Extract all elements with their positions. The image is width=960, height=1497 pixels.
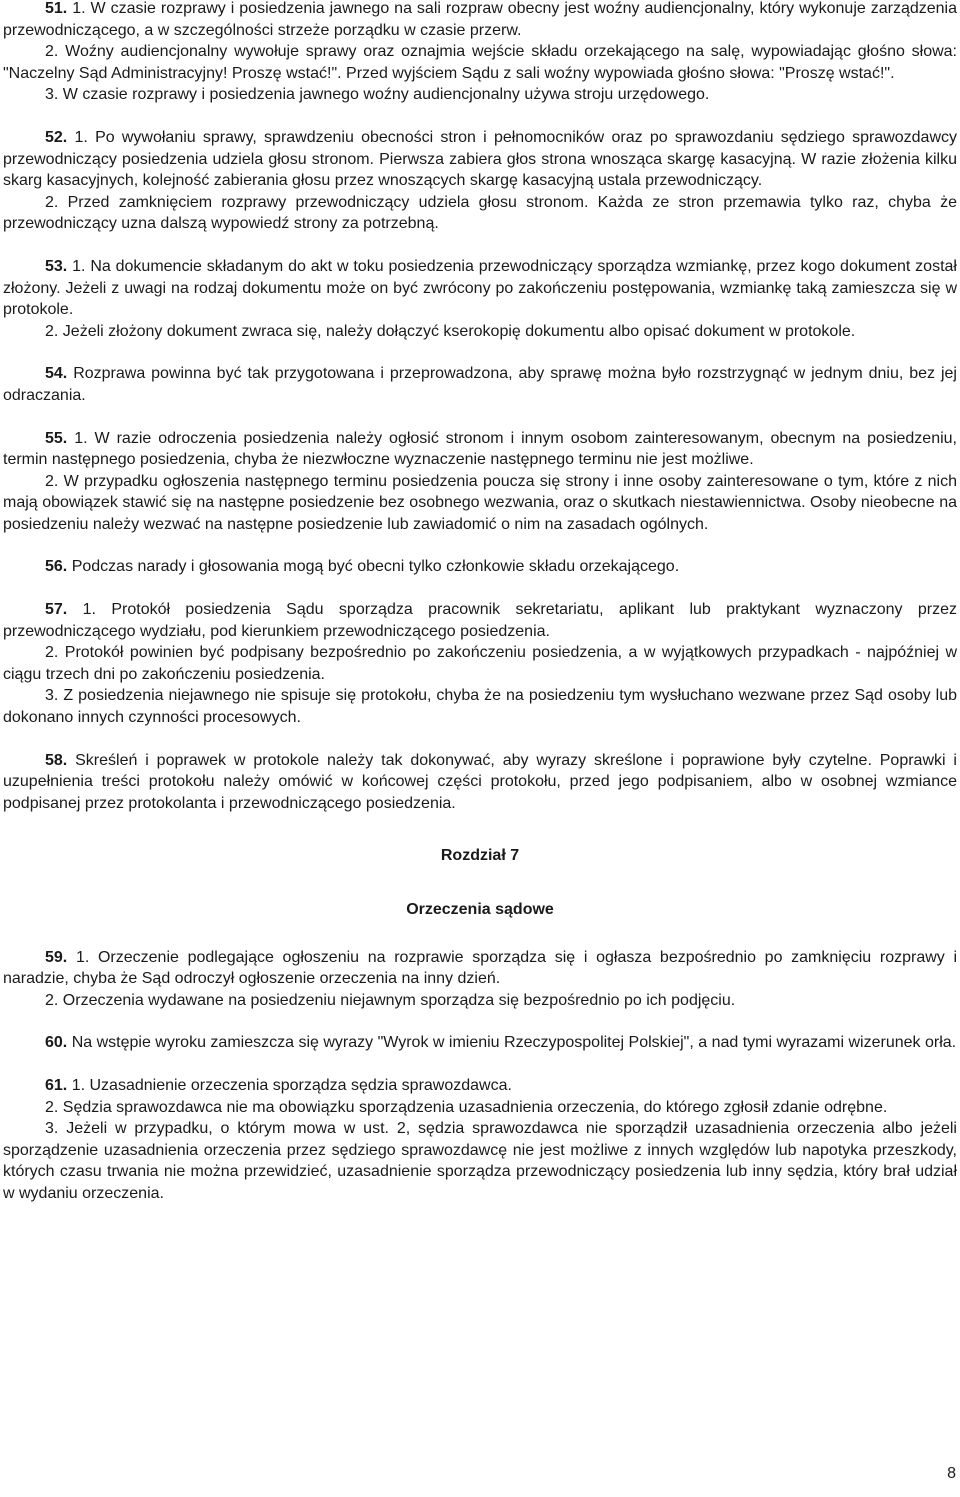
section-number: 54.: [45, 365, 68, 383]
point-number: 1.: [72, 0, 86, 17]
paragraph-52-2: [3, 192, 957, 235]
paragraph-text: Przed zamknięciem rozprawy przewodniczący udziela głosu stronom. Każda ze stron przemawia tylko raz, chyba że przewodniczący uzna dalszą wypowiedź strony za potrzebną.: [3, 193, 957, 233]
paragraph-text: Uzasadnienie orzeczenia sporządza sędzia sprawozdawca.: [89, 1076, 512, 1094]
paragraph-51-2: [3, 41, 957, 84]
paragraph-56: [3, 556, 957, 578]
paragraph-text: Orzeczenia wydawane na posiedzeniu niejawnym sporządza się bezpośrednio po ich podjęciu.: [62, 991, 736, 1009]
paragraph-text: Orzeczenie podlegające ogłoszeniu na rozprawie sporządza się i ogłasza bezpośrednio po zamknięciu rozprawy i naradzie, chyba że Sąd odroczył ogłoszenie orzeczenia na inny dzień.: [3, 948, 958, 988]
paragraph-text: Jeżeli złożony dokument zwraca się, należy dołączyć kserokopię dokumentu albo opisać dokument w protokole.: [62, 322, 856, 340]
paragraph-54: [3, 363, 957, 406]
paragraph-text: Protokół posiedzenia Sądu sporządza pracownik sekretariatu, aplikant lub praktykant wyznaczony przez przewodniczącego wydziału, pod kierunkiem przewodniczącego posiedzenia.: [3, 601, 957, 640]
paragraph-61-2: [3, 1097, 957, 1119]
point-number: 3.: [45, 86, 59, 104]
point-number: 2.: [45, 43, 59, 61]
point-number: 3.: [45, 1120, 59, 1138]
section-number: 60.: [45, 1034, 68, 1052]
document-page: [3, 0, 957, 1205]
section-number: 55.: [45, 429, 68, 447]
paragraph-53-1: [3, 256, 957, 321]
paragraph-59-2: [3, 990, 957, 1012]
point-number: 1.: [74, 429, 88, 447]
point-number: 1.: [72, 257, 86, 275]
point-number: 2.: [45, 472, 59, 490]
paragraph-text: Po wywołaniu sprawy, sprawdzeniu obecności stron i pełnomocników oraz po sprawozdaniu sędziego sprawozdawcy przewodniczący posiedzenia udziela głosu stronom. Pierwsza zabiera głos strona wnosząca skargę kasacyjną. W razie złożenia kilku skarg kasacyjnych, kolejność zabierania głosu przez wnoszących skargę kasacyjną ustala przewodniczący.: [3, 128, 957, 190]
point-number: 2.: [45, 644, 59, 662]
chapter-subtitle: Orzeczenia sądowe: [406, 901, 554, 918]
section-number: 51.: [45, 0, 68, 17]
point-number: 2.: [45, 1098, 59, 1116]
paragraph-text: Z posiedzenia niejawnego nie spisuje się protokołu, chyba że na posiedzeniu tym wysłuchano wezwane przez Sąd osoby lub dokonano innych czynności procesowych.: [3, 687, 957, 727]
point-number: 1.: [71, 1076, 86, 1094]
section-number: 59.: [45, 948, 68, 966]
point-number: 1.: [82, 601, 96, 619]
paragraph-51-3: [3, 84, 957, 106]
paragraph-text: Na wstępie wyroku zamieszcza się wyrazy "Wyrok w imieniu Rzeczypospolitej Polskiej", a nad tymi wyrazami wizerunek orła.: [71, 1034, 957, 1052]
paragraph-58: [3, 750, 957, 815]
paragraph-text: W razie odroczenia posiedzenia należy ogłosić stronom i innym osobom zainteresowanym, obecnym na posiedzeniu, termin następnego posiedzenia, chyba że niezwłoczne wyznaczenie następnego terminu nie jest możliwe.: [3, 429, 957, 469]
paragraph-59-1: [3, 947, 957, 990]
paragraph-text: W czasie rozprawy i posiedzenia jawnego na sali rozpraw obecny jest woźny audiencjonalny, który wykonuje zarządzenia przewodniczącego, a w szczególności strzeże porządku w czasie przerw.: [3, 0, 958, 39]
point-number: 2.: [45, 322, 59, 340]
paragraph-57-1: [3, 599, 957, 642]
paragraph-55-2: [3, 471, 957, 536]
section-number: 52.: [45, 128, 68, 146]
paragraph-text: Jeżeli w przypadku, o którym mowa w ust. 2, sędzia sprawozdawca nie sporządził uzasadnienia orzeczenia albo jeżeli sporządzenie uzasadnienia orzeczenia przez sędziego sprawozdawcę nie jest możliwe z innych względów lub napotyka przeszkody, których czasu trwania nie można przewidzieć, uzasadnienie sporządza przewodniczący posiedzenia lub inny sędzia, który brał udział w wydaniu orzeczenia.: [3, 1120, 957, 1202]
paragraph-text: Sędzia sprawozdawca nie ma obowiązku sporządzenia uzasadnienia orzeczenia, do którego zgłosił zdanie odrębne.: [62, 1098, 888, 1116]
point-number: 2.: [45, 193, 59, 211]
paragraph-text: Na dokumencie składanym do akt w toku posiedzenia przewodniczący sporządza wzmiankę, przez kogo dokument został złożony. Jeżeli z uwagi na rodzaj dokumentu może on być zwrócony po zakończeniu postępowania, wzmiankę taką zamieszcza się w protokole.: [3, 257, 957, 319]
point-number: 3.: [45, 687, 59, 705]
section-number: 57.: [45, 601, 68, 619]
paragraph-text: Rozprawa powinna być tak przygotowana i przeprowadzona, aby sprawę można było rozstrzygnąć w jednym dniu, bez jej odraczania.: [3, 365, 957, 404]
section-number: 53.: [45, 257, 68, 275]
paragraph-text: W czasie rozprawy i posiedzenia jawnego woźny audiencjonalny używa stroju urzędowego.: [62, 86, 710, 104]
section-number: 58.: [45, 751, 68, 769]
point-number: 2.: [45, 991, 59, 1009]
paragraph-61-3: [3, 1118, 957, 1204]
page-number: 8: [947, 1465, 956, 1482]
section-number: 56.: [45, 558, 68, 576]
paragraph-51-1: [3, 0, 957, 41]
paragraph-60: [3, 1032, 957, 1054]
point-number: 1.: [74, 128, 88, 146]
paragraph-text: Woźny audiencjonalny wywołuje sprawy oraz oznajmia wejście składu orzekającego na salę, wypowiadając głośno słowa: "Naczelny Sąd Administracyjny! Proszę wstać!". Przed wyjściem Sądu z sali woźny wypowiada głośno słowa: "Proszę wstać!".: [3, 43, 958, 82]
point-number: 1.: [75, 948, 90, 966]
paragraph-57-3: [3, 685, 957, 728]
paragraph-text: Protokół powinien być podpisany bezpośrednio po zakończeniu posiedzenia, a w wyjątkowych przypadkach - najpóźniej w ciągu trzech dni po zakończeniu posiedzenia.: [3, 644, 958, 683]
section-number: 61.: [45, 1076, 68, 1094]
paragraph-55-1: [3, 428, 957, 471]
paragraph-text: W przypadku ogłoszenia następnego terminu posiedzenia poucza się strony i inne osoby zainteresowane o tym, które z nich mają obowiązek stawić się na następne posiedzenie bez osobnego wezwania, oraz o skutkach niestawiennictwa. Osoby nieobecne na posiedzeniu należy wezwać na następne posiedzenie lub zawiadomić o nim na zasadach ogólnych.: [3, 472, 957, 533]
paragraph-61-1: [3, 1075, 957, 1097]
chapter-title: Rozdział 7: [440, 847, 520, 865]
paragraph-text: Skreśleń i poprawek w protokole należy tak dokonywać, aby wyrazy skreślone i poprawione były czytelne. Poprawki i uzupełnienia treści protokołu należy omówić w końcowej części protokołu, przed jego podpisaniem, albo w osobnej wzmiance podpisanej przez protokolanta i przewodniczącego posiedzenia.: [3, 751, 957, 812]
paragraph-52-1: [3, 127, 957, 192]
paragraph-57-2: [3, 642, 957, 685]
paragraph-text: Podczas narady i głosowania mogą być obecni tylko członkowie składu orzekającego.: [71, 558, 680, 576]
paragraph-53-2: [3, 321, 957, 343]
